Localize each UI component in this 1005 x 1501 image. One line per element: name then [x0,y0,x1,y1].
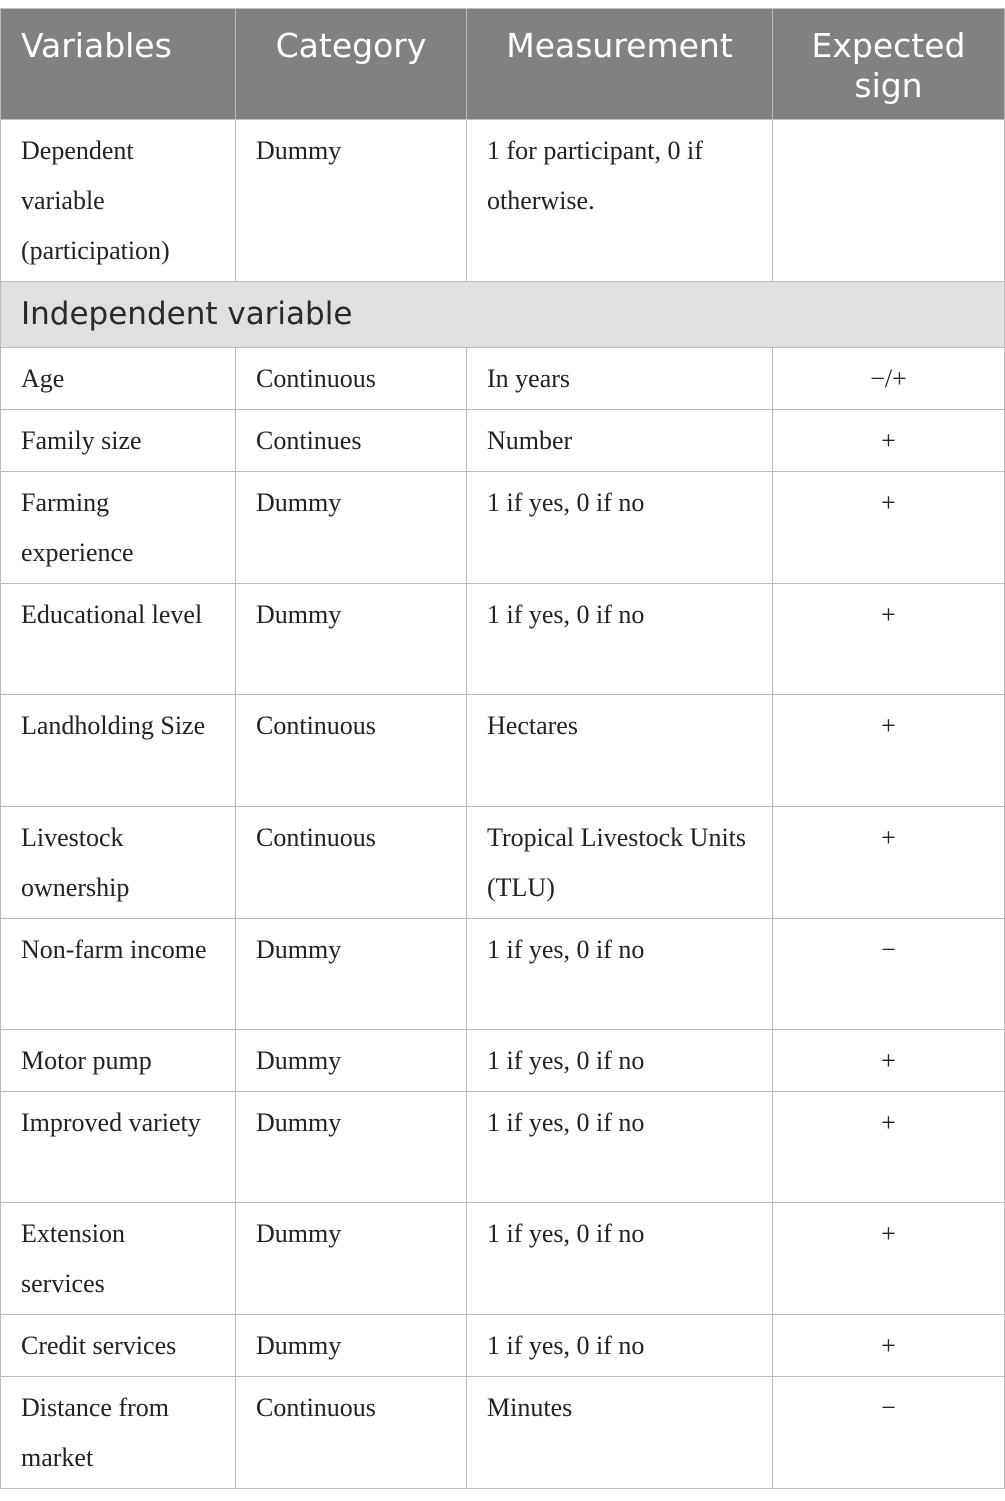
cell-sign: + [773,584,1005,695]
cell-sign: − [773,919,1005,1030]
table-row [1,1377,1005,1489]
header-row [1,9,1005,120]
cell-variable: Credit services [1,1315,236,1377]
cell-measurement: 1 for participant, 0 if otherwise. [467,120,773,282]
cell-category: Dummy [236,1030,467,1092]
cell-variable: Improved variety [1,1092,236,1203]
table-row [1,1092,1005,1203]
cell-category: Continuous [236,1377,467,1489]
table-row [1,410,1005,472]
variables-table [0,8,1005,1489]
header-category: Category [236,9,467,120]
cell-measurement: Minutes [467,1377,773,1489]
table-row [1,807,1005,919]
cell-variable: Non-farm income [1,919,236,1030]
cell-variable: Distance from market [1,1377,236,1489]
table-row [1,1030,1005,1092]
cell-sign: + [773,410,1005,472]
cell-variable: Livestock ownership [1,807,236,919]
cell-sign: + [773,472,1005,584]
cell-variable: Farming experience [1,472,236,584]
cell-measurement: 1 if yes, 0 if no [467,1315,773,1377]
cell-category: Dummy [236,120,467,282]
cell-sign: + [773,807,1005,919]
cell-sign: + [773,1030,1005,1092]
header-measurement: Measurement [467,9,773,120]
cell-measurement: 1 if yes, 0 if no [467,919,773,1030]
cell-measurement: Number [467,410,773,472]
cell-category: Continuous [236,807,467,919]
header-expected-sign: Expected sign [773,9,1005,120]
cell-variable: Extension services [1,1203,236,1315]
table-row [1,919,1005,1030]
cell-variable: Landholding Size [1,695,236,807]
cell-measurement: Tropical Livestock Units (TLU) [467,807,773,919]
table-row [1,348,1005,410]
section-label: Independent variable [1,282,1005,348]
cell-variable: Family size [1,410,236,472]
table-row [1,1315,1005,1377]
cell-variable: Dependent variable (participation) [1,120,236,282]
cell-sign: + [773,1203,1005,1315]
cell-measurement: 1 if yes, 0 if no [467,584,773,695]
cell-measurement: 1 if yes, 0 if no [467,472,773,584]
cell-category: Dummy [236,1203,467,1315]
cell-category: Continuous [236,348,467,410]
dependent-row [1,120,1005,282]
cell-sign: −/+ [773,348,1005,410]
cell-category: Continues [236,410,467,472]
cell-measurement: In years [467,348,773,410]
cell-variable: Motor pump [1,1030,236,1092]
table-row [1,695,1005,807]
cell-category: Dummy [236,919,467,1030]
cell-sign [773,120,1005,282]
cell-category: Continuous [236,695,467,807]
cell-measurement: 1 if yes, 0 if no [467,1030,773,1092]
header-variables: Variables [1,9,236,120]
cell-sign: + [773,695,1005,807]
cell-sign: + [773,1092,1005,1203]
cell-sign: − [773,1377,1005,1489]
table-row [1,472,1005,584]
cell-category: Dummy [236,584,467,695]
cell-category: Dummy [236,1092,467,1203]
cell-measurement: Hectares [467,695,773,807]
cell-category: Dummy [236,1315,467,1377]
cell-sign: + [773,1315,1005,1377]
cell-variable: Educational level [1,584,236,695]
cell-variable: Age [1,348,236,410]
cell-measurement: 1 if yes, 0 if no [467,1203,773,1315]
cell-measurement: 1 if yes, 0 if no [467,1092,773,1203]
table-row [1,1203,1005,1315]
section-row [1,282,1005,348]
cell-category: Dummy [236,472,467,584]
table-row [1,584,1005,695]
